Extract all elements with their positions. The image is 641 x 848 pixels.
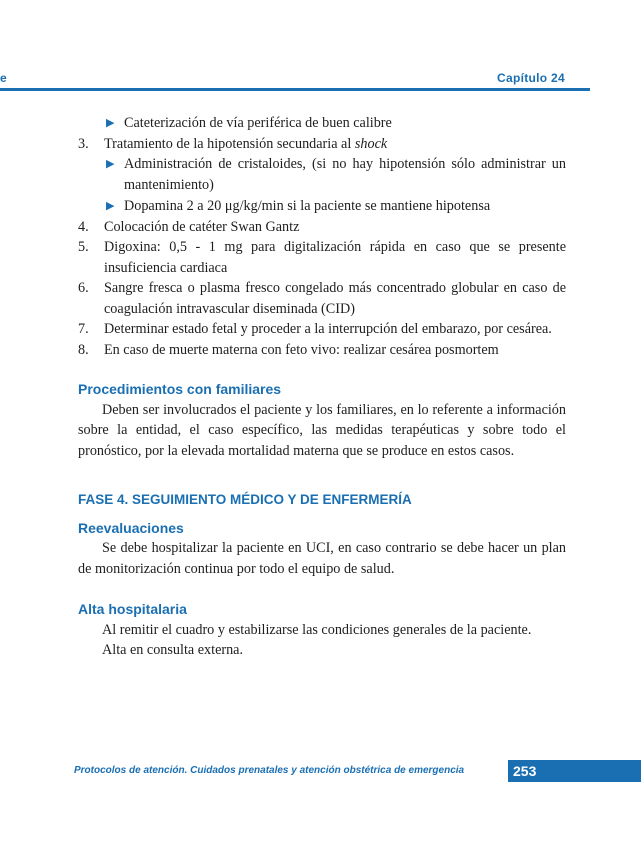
chapter-label: Capítulo 24	[497, 71, 565, 85]
paragraph: Alta en consulta externa.	[102, 642, 244, 658]
paragraph: Deben ser involucrados el paciente y los familiares, en lo referente a información sobre la entidad, el caso específico, las medidas terapéuticas y sobre todo el pronóstico, por la elevada mortalidad materna que se produce en estos casos.	[78, 401, 566, 459]
list-number: 7.	[78, 321, 89, 337]
list-number: 6.	[78, 280, 89, 296]
bullet-item	[78, 154, 566, 195]
triangle-bullet-icon: ▶	[106, 117, 115, 129]
page-number: 253	[513, 763, 537, 779]
footer-title: Protocolos de atención. Cuidados prenatales y atención obstétrica de emergencia	[74, 765, 465, 776]
list-number: 8.	[78, 341, 89, 358]
list-text: En caso de muerte materna con feto vivo: realizar cesárea posmortem	[104, 341, 499, 358]
bullet-text: Cateterización de vía periférica de buen calibre	[124, 115, 392, 131]
paragraph: Se debe hospitalizar la paciente en UCI, en caso contrario se debe hacer un plan de monitorización continua por todo el equipo de salud.	[78, 540, 566, 577]
bullet-item	[78, 196, 566, 217]
list-item	[78, 237, 566, 278]
list-item	[78, 319, 566, 340]
bullet-text: Administración de cristaloides, (si no hay hipotensión sólo administrar un mantenimiento)	[124, 156, 566, 193]
paragraph: Al remitir el cuadro y estabilizarse las condiciones generales de la paciente.	[102, 621, 532, 638]
list-item	[78, 340, 566, 361]
triangle-bullet-icon: ▶	[106, 158, 115, 170]
list-item	[78, 217, 566, 238]
section-heading: Alta hospitalaria	[78, 601, 187, 617]
bullet-item	[78, 113, 566, 134]
list-number: 5.	[78, 239, 89, 255]
page-content	[78, 113, 566, 661]
list-number: 4.	[78, 218, 89, 235]
bullet-text: Dopamina 2 a 20 μg/kg/min si la paciente se mantiene hipotensa	[124, 198, 491, 214]
header-rule	[0, 88, 590, 91]
list-item	[78, 278, 566, 319]
section-heading: Procedimientos con familiares	[78, 381, 282, 397]
section-heading: Reevaluaciones	[78, 519, 184, 536]
phase-heading: FASE 4. SEGUIMIENTO MÉDICO Y DE ENFERMERÍA	[78, 492, 412, 507]
list-text: Tratamiento de la hipotensión secundaria al	[104, 135, 355, 152]
list-item	[78, 134, 566, 155]
list-text: Colocación de catéter Swan Gantz	[104, 218, 300, 235]
list-text: Sangre fresca o plasma fresco congelado más concentrado globular en caso de coagulación intravascular diseminada (CID)	[104, 280, 566, 317]
header-left-fragment: e	[0, 71, 7, 85]
list-text: Determinar estado fetal y proceder a la interrupción del embarazo, por cesárea.	[104, 321, 552, 337]
list-number: 3.	[78, 135, 89, 152]
list-text-emphasis: shock	[354, 135, 388, 152]
triangle-bullet-icon: ▶	[106, 200, 115, 212]
list-text: Digoxina: 0,5 - 1 mg para digitalización rápida en caso que se presente insuficiencia cardiaca	[104, 239, 566, 276]
